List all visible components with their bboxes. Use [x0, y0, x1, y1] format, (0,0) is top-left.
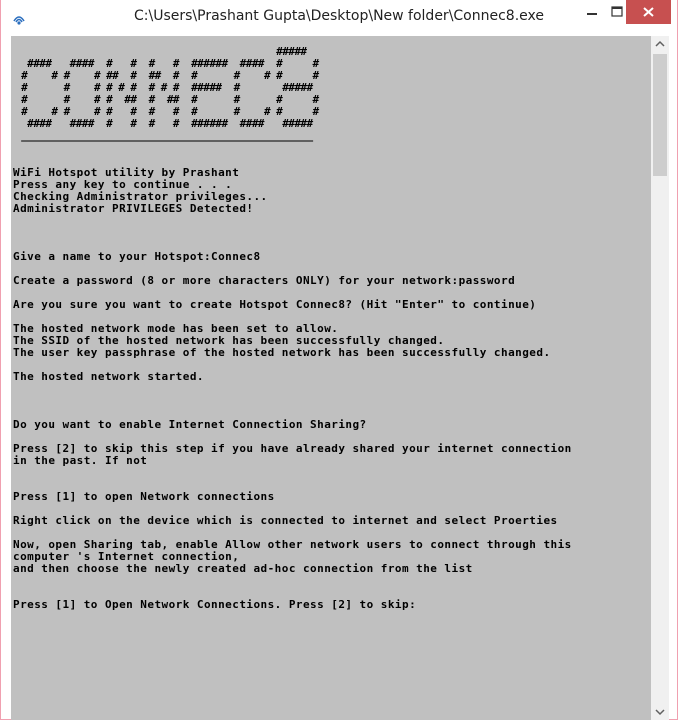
scroll-up-arrow-icon [651, 36, 669, 53]
close-button[interactable] [626, 0, 671, 24]
minimize-icon [578, 0, 606, 24]
scroll-up-button[interactable] [651, 36, 669, 53]
vertical-scrollbar[interactable] [651, 36, 669, 720]
scroll-thumb[interactable] [653, 54, 667, 176]
maximize-icon [606, 0, 628, 24]
ascii-banner: ##### #### #### # # # # ###### #### # # # # # # ## # ## # # # # # # # # # # # # # # # ##### # ##### # # # # ## # ## # # # # # # # # # # # # # # # # # #### #### # # # # ###### #### ##### ________________________________________________ [21, 45, 319, 142]
close-icon [626, 0, 671, 24]
minimize-button[interactable] [578, 0, 606, 24]
scroll-down-arrow-icon [651, 703, 669, 720]
title-bar[interactable] [1, 0, 677, 36]
console-output-area[interactable] [11, 36, 651, 720]
window-title: C:\Users\Prashant Gupta\Desktop\New folder\Connec8.exe [134, 8, 544, 24]
scroll-down-button[interactable] [651, 703, 669, 720]
console-output-text: WiFi Hotspot utility by Prashant Press any key to continue . . . Checking Administrator privileges... Administrator PRIVILEGES Detected! Give a name to your Hotspot:Connec8 Create a password (8 or more characters ONLY) for your network:password Are you sure you want to create Hotspot Connec8? (Hit "Enter" to continue) The hosted network mode has been set to allow. The SSID of the hosted network has been successfully changed. The user key passphrase of the hosted network has been successfully changed. The hosted network started. Do you want to enable Internet Connection Sharing? Press [2] to skip this step if you have already shared your internet connection in the past. If not Press [1] to open Network connections Right click on the device which is connected to internet and select Proerties Now, open Sharing tab, enable Allow other network users to connect through this computer 's Internet connection, and then choose the newly created ad-hoc connection from the list Press [1] to Open Network Connections. Press [2] to skip: [13, 166, 572, 611]
maximize-button[interactable] [606, 0, 628, 24]
